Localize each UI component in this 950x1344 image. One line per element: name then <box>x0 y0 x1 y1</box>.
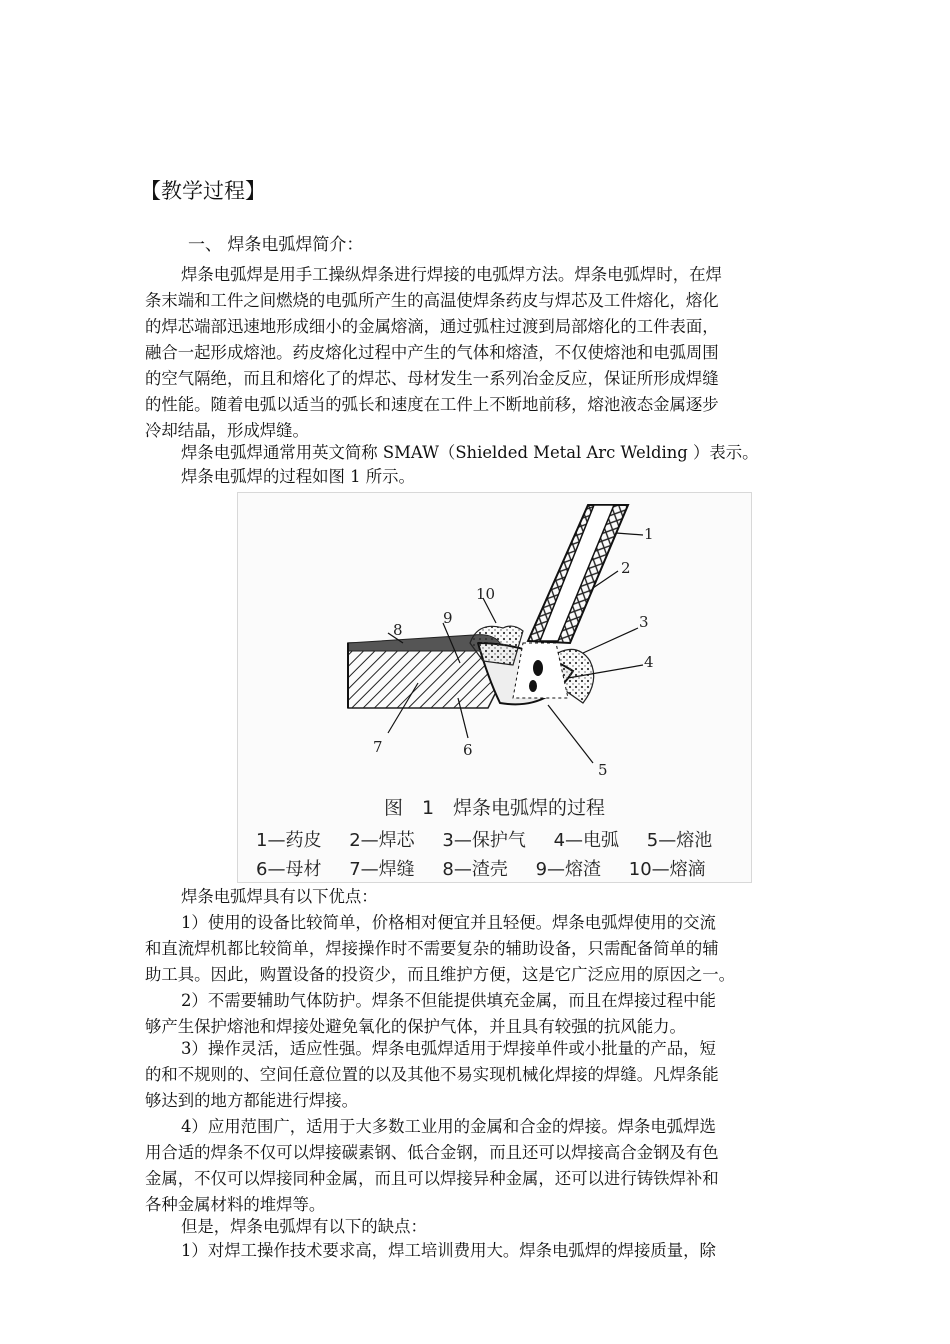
callout-5: 5 <box>598 761 608 779</box>
legend-item: 10—熔滴 <box>628 859 706 880</box>
legend-item: 6—母材 <box>256 859 322 880</box>
legend-item: 9—熔渣 <box>535 859 602 880</box>
legend-item: 8—渣壳 <box>442 859 508 880</box>
intro-line: 焊条电弧焊通常用英文简称 SMAW（Shielded Metal Arc Welding ）表示。 <box>181 443 759 462</box>
callout-6: 6 <box>463 741 473 759</box>
intro-line: 融合一起形成熔池。药皮熔化过程中产生的气体和熔渣，不仅使熔池和电弧周围 <box>145 343 719 362</box>
advantages-line: 的和不规则的、空间任意位置的以及其他不易实现机械化焊接的焊缝。凡焊条能 <box>145 1065 719 1084</box>
advantages-line: 助工具。因此，购置设备的投资少，而且维护方便，这是它广泛应用的原因之一。 <box>145 965 736 984</box>
callout-3: 3 <box>639 613 649 631</box>
intro-line: 冷却结晶，形成焊缝。 <box>145 421 309 440</box>
legend-item: 1—药皮 <box>256 830 322 851</box>
intro-line: 条末端和工件之间燃烧的电弧所产生的高温使焊条药皮与焊芯及工件熔化，熔化 <box>145 291 719 310</box>
welding-process-figure <box>237 492 752 883</box>
droplet <box>529 680 537 692</box>
advantages-line: 够达到的地方都能进行焊接。 <box>145 1091 359 1110</box>
advantages-line: 3）操作灵活，适应性强。焊条电弧焊适用于焊接单件或小批量的产品，短 <box>181 1039 716 1058</box>
advantages-line: 够产生保护熔池和焊接处避免氧化的保护气体，并且具有较强的抗风能力。 <box>145 1017 686 1036</box>
advantages-line: 焊条电弧焊具有以下优点： <box>181 887 378 906</box>
callout-9: 9 <box>443 609 453 627</box>
welding-diagram <box>238 493 751 783</box>
advantages-line: 2）不需要辅助气体防护。焊条不但能提供填充金属，而且在焊接过程中能 <box>181 991 716 1010</box>
advantages-line: 和直流焊机都比较简单，焊接操作时不需要复杂的辅助设备，只需配备简单的辅 <box>145 939 719 958</box>
legend-item: 2—焊芯 <box>349 830 415 851</box>
advantages-line: 4）应用范围广，适用于大多数工业用的金属和合金的焊接。焊条电弧焊选 <box>181 1117 716 1136</box>
callout-10: 10 <box>476 585 496 603</box>
droplet <box>533 660 543 676</box>
callout-4: 4 <box>644 653 654 671</box>
advantages-line: 用合适的焊条不仅可以焊接碳素钢、低合金钢，而且还可以焊接高合金钢及有色 <box>145 1143 719 1162</box>
legend-item: 5—熔池 <box>646 830 713 851</box>
legend-item: 7—焊缝 <box>349 859 415 880</box>
section-heading: 【教学过程】 <box>140 179 266 203</box>
intro-line: 焊条电弧焊是用手工操纵焊条进行焊接的电弧焊方法。焊条电弧焊时，在焊 <box>181 265 722 284</box>
advantages-line: 金属，不仅可以焊接同种金属，而且可以焊接异种金属，还可以进行铸铁焊补和 <box>145 1169 719 1188</box>
disadvantages-heading: 但是，焊条电弧焊有以下的缺点： <box>181 1217 427 1236</box>
callout-2: 2 <box>621 559 631 577</box>
intro-line: 的性能。随着电弧以适当的弧长和速度在工件上不断地前移，熔池液态金属逐步 <box>145 395 719 414</box>
callout-7: 7 <box>373 738 383 756</box>
disadvantages-line: 1）对焊工操作技术要求高，焊工培训费用大。焊条电弧焊的焊接质量，除 <box>181 1241 716 1260</box>
figure-legend-row-1 <box>256 826 736 852</box>
intro-line: 的空气隔绝，而且和熔化了的焊芯、母材发生一系列冶金反应，保证所形成焊缝 <box>145 369 719 388</box>
legend-item: 4—电弧 <box>553 830 620 851</box>
figure-caption: 图 1 焊条电弧焊的过程 <box>383 797 606 819</box>
figure-legend-row-2 <box>256 855 736 881</box>
callout-1: 1 <box>644 525 654 543</box>
intro-line: 焊条电弧焊的过程如图 1 所示。 <box>181 467 415 486</box>
subsection-heading: 一、 焊条电弧焊简介： <box>188 235 364 255</box>
advantages-line: 各种金属材料的堆焊等。 <box>145 1195 326 1214</box>
advantages-line: 1）使用的设备比较简单，价格相对便宜并且轻便。焊条电弧焊使用的交流 <box>181 913 716 932</box>
callout-8: 8 <box>393 621 403 639</box>
intro-line: 的焊芯端部迅速地形成细小的金属熔滴，通过弧柱过渡到局部熔化的工件表面， <box>145 317 719 336</box>
legend-item: 3—保护气 <box>442 830 526 851</box>
